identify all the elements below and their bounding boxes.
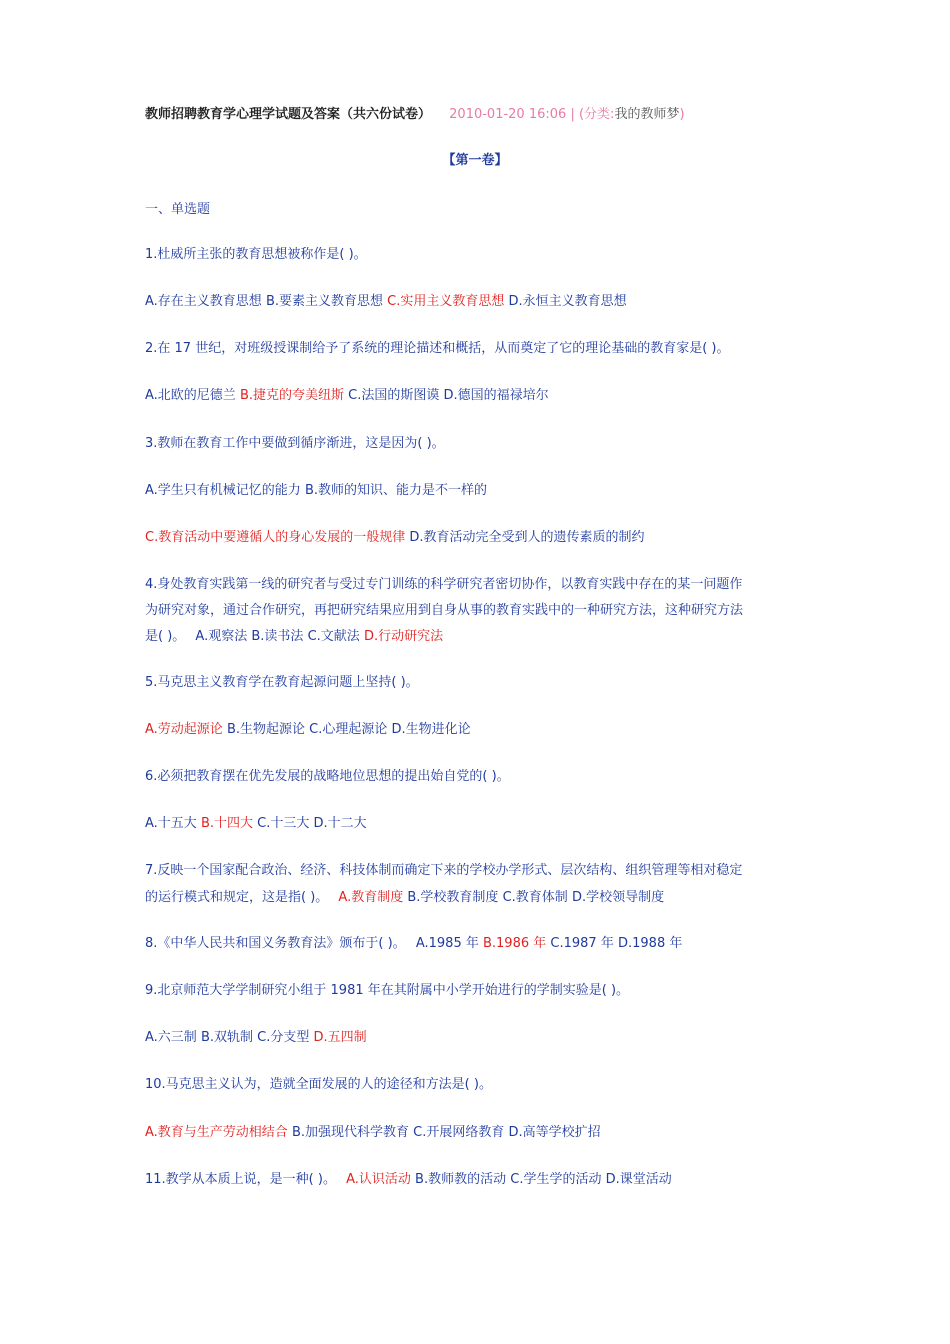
- option-b: B.学校教育制度: [407, 890, 499, 905]
- question-4-stem-line-3: [145, 624, 810, 650]
- option-d: D.教育活动完全受到人的遗传素质的制约: [409, 530, 645, 545]
- question-1-stem: 1.杜威所主张的教育思想被称作是( )。: [145, 247, 367, 262]
- option-b-answer: B.十四大: [200, 816, 254, 831]
- question-7-stem-end: 的运行模式和规定，这是指( )。: [145, 890, 329, 905]
- option-d: D.高等学校扩招: [508, 1125, 601, 1140]
- option-d: D.德国的福禄培尔: [443, 388, 549, 403]
- option-d: D.学校领导制度: [571, 890, 665, 905]
- option-c: C.开展网络教育: [413, 1125, 505, 1140]
- question-8-line: [145, 931, 810, 957]
- option-b: B.加强现代科学教育: [291, 1125, 410, 1140]
- option-a: A.1985 年: [415, 936, 479, 951]
- option-a: A.学生只有机械记忆的能力: [145, 483, 301, 498]
- option-a: A.十五大: [145, 816, 197, 831]
- section-title: 一、单选题: [145, 202, 211, 217]
- question-6-stem: 6.必须把教育摆在优先发展的战略地位思想的提出始自党的( )。: [145, 769, 510, 784]
- option-c: C.1987 年: [550, 936, 614, 951]
- option-b-answer: B.捷克的夸美纽斯: [239, 388, 345, 403]
- option-c-answer: C.教育活动中要遵循人的身心发展的一般规律: [145, 530, 406, 545]
- question-4-stem-line-1: 4.身处教育实践第一线的研究者与受过专门训练的科学研究者密切协作，以教育实践中存在的某一问题作: [145, 577, 743, 592]
- question-7-stem-line-1: 7.反映一个国家配合政治、经济、科技体制而确定下来的学校办学形式、层次结构、组织管理等相对稳定: [145, 863, 743, 878]
- option-a-answer: A.教育制度: [338, 890, 404, 905]
- question-3-options-ab: [145, 478, 810, 504]
- option-a: A.六三制: [145, 1030, 197, 1045]
- option-c: C.十三大: [257, 816, 310, 831]
- separator: |: [570, 107, 575, 122]
- question-2-stem: 2.在 17 世纪，对班级授课制给予了系统的理论描述和概括，从而奠定了它的理论基础的教育家是( )。: [145, 341, 730, 356]
- question-10-stem: 10.马克思主义认为，造就全面发展的人的途径和方法是( )。: [145, 1077, 492, 1092]
- option-d: D.十二大: [313, 816, 367, 831]
- question-11-stem: 11.教学从本质上说，是一种( )。: [145, 1172, 336, 1187]
- option-d: D.永恒主义教育思想: [508, 294, 627, 309]
- option-a: A.存在主义教育思想: [145, 294, 262, 309]
- option-c: C.分支型: [257, 1030, 310, 1045]
- option-b: B.教师教的活动: [415, 1172, 507, 1187]
- question-3-options-cd: [145, 525, 810, 551]
- option-d: D.1988 年: [617, 936, 683, 951]
- option-b: B.要素主义教育思想: [265, 294, 384, 309]
- option-a: A.北欧的尼德兰: [145, 388, 236, 403]
- option-d: D.生物进化论: [391, 722, 471, 737]
- option-b-answer: B.1986 年: [482, 936, 547, 951]
- option-d-answer: D.五四制: [313, 1030, 367, 1045]
- option-b: B.教师的知识、能力是不一样的: [304, 483, 488, 498]
- question-2-options: [145, 383, 810, 409]
- question-7-stem-line-2: [145, 885, 810, 911]
- option-c: C.学生学的活动: [510, 1172, 602, 1187]
- option-a-answer: A.教育与生产劳动相结合: [145, 1125, 288, 1140]
- category-prefix: (分类:: [578, 107, 615, 122]
- document-header: [145, 102, 810, 128]
- question-4-stem-end: 是( )。: [145, 629, 186, 644]
- question-8-stem: 8.《中华人民共和国义务教育法》颁布于( )。: [145, 936, 406, 951]
- option-a-answer: A.劳动起源论: [145, 722, 223, 737]
- option-a: A.观察法: [195, 629, 248, 644]
- option-a-answer: A.认识活动: [346, 1172, 411, 1187]
- question-5-options: [145, 717, 810, 743]
- category-link[interactable]: 我的教师梦: [614, 107, 680, 122]
- question-9-options: [145, 1025, 810, 1051]
- option-b: B.双轨制: [200, 1030, 254, 1045]
- option-b: B.生物起源论: [226, 722, 306, 737]
- option-c: C.教育体制: [502, 890, 568, 905]
- volume-title: 【第一卷】: [442, 153, 508, 168]
- category-suffix: ): [679, 107, 685, 122]
- question-10-options: [145, 1120, 810, 1146]
- question-4-stem-line-2: 为研究对象，通过合作研究，再把研究结果应用到自身从事的教育实践中的一种研究方法，这种研究方法: [145, 603, 744, 618]
- option-c-answer: C.实用主义教育思想: [387, 294, 505, 309]
- document-title: 教师招聘教育学心理学试题及答案（共六份试卷）: [145, 107, 432, 122]
- question-5-stem: 5.马克思主义教育学在教育起源问题上坚持( )。: [145, 675, 419, 690]
- question-11-line: [145, 1167, 810, 1193]
- post-datetime: 2010-01-20 16:06: [449, 107, 567, 122]
- question-9-stem: 9.北京师范大学学制研究小组于 1981 年在其附属中小学开始进行的学制实验是( )。: [145, 983, 630, 998]
- option-c: C.文献法: [307, 629, 360, 644]
- option-d: D.课堂活动: [605, 1172, 672, 1187]
- option-c: C.心理起源论: [309, 722, 388, 737]
- question-3-stem: 3.教师在教育工作中要做到循序渐进，这是因为( )。: [145, 436, 445, 451]
- option-b: B.读书法: [251, 629, 304, 644]
- question-1-options: [145, 289, 810, 315]
- question-6-options: [145, 811, 810, 837]
- option-d-answer: D.行动研究法: [363, 629, 444, 644]
- option-c: C.法国的斯图谟: [348, 388, 440, 403]
